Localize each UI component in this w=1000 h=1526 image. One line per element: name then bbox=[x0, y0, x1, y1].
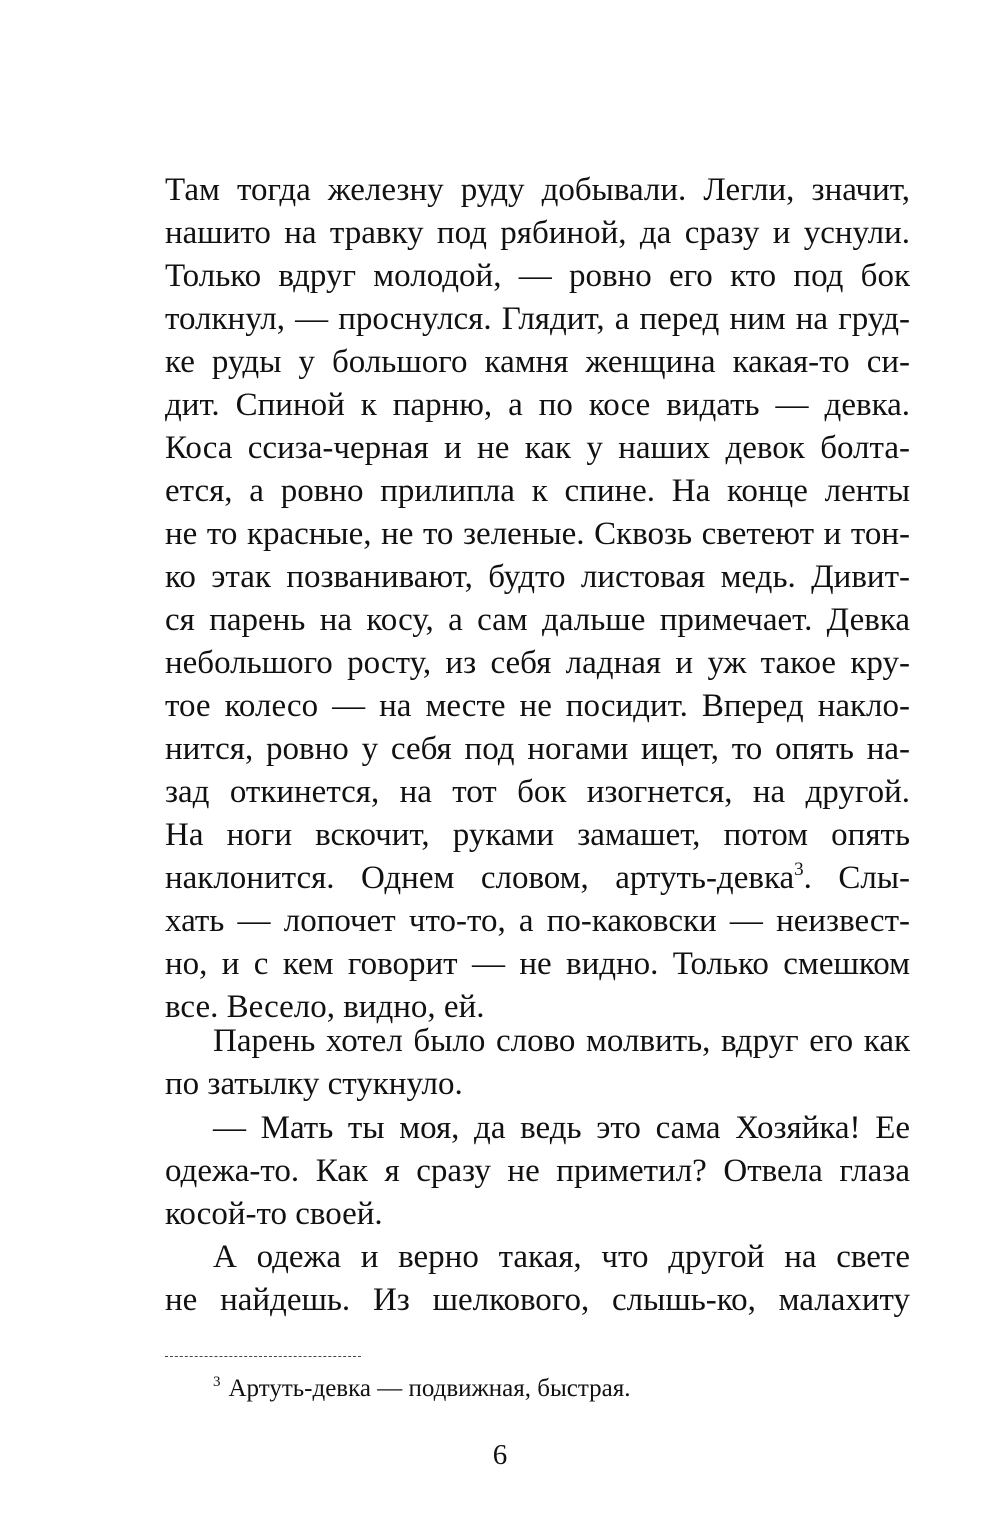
text-fragment: . Слы- bbox=[803, 860, 910, 896]
text-line: хать — лопочет что-то, а по-каковски — неизвест- bbox=[165, 903, 910, 939]
footnote-reference: 3 bbox=[794, 859, 804, 880]
text-line: нится, ровно у себя под ногами ищет, то опять на- bbox=[165, 731, 910, 767]
page-number: 6 bbox=[492, 1439, 508, 1471]
text-line: одежа-то. Как я сразу не приметил? Отвела глаза bbox=[165, 1153, 910, 1189]
text-fragment: наклонится. Однем словом, артуть-девка bbox=[165, 860, 795, 896]
text-line: На ноги вскочит, руками замашет, потом опять bbox=[165, 817, 910, 853]
footnote-text: Артуть-девка — подвижная, быстрая. bbox=[228, 1375, 631, 1402]
text-line: не найдешь. Из шелкового, слышь-ко, малахиту bbox=[165, 1282, 910, 1318]
text-line: ко этак позванивают, будто листовая медь. Дивит- bbox=[165, 559, 910, 595]
text-line: небольшого росту, из себя ладная и уж такое кру- bbox=[165, 645, 910, 681]
text-line: Коса ссиза-черная и не как у наших девок болта- bbox=[165, 430, 910, 466]
text-line: зад откинется, на тот бок изогнется, на другой. bbox=[165, 774, 910, 810]
text-line: все. Весело, видно, ей. bbox=[165, 989, 485, 1025]
text-line: косой-то своей. bbox=[165, 1196, 383, 1232]
text-line: толкнул, — проснулся. Глядит, а перед ним на груд- bbox=[165, 301, 910, 337]
text-line: ке руды у большого камня женщина какая-то си- bbox=[165, 344, 910, 380]
paragraph-first-line: Парень хотел было слово молвить, вдруг его как bbox=[213, 1023, 910, 1059]
footnote bbox=[213, 1372, 630, 1406]
text-line: по затылку стукнуло. bbox=[165, 1066, 463, 1102]
paragraph-first-line: А одежа и верно такая, что другой на свете bbox=[213, 1239, 910, 1275]
footnote-marker: 3 bbox=[213, 1374, 221, 1390]
text-line-with-footnote bbox=[165, 858, 910, 898]
text-line: не то красные, не то зеленые. Сквозь светеют и тон- bbox=[165, 516, 910, 552]
text-line: но, и с кем говорит — не видно. Только смешком bbox=[165, 946, 910, 982]
text-line: дит. Спиной к парню, а по косе видать — девка. bbox=[165, 387, 910, 423]
text-line: тое колесо — на месте не посидит. Вперед накло- bbox=[165, 688, 910, 724]
text-line: Только вдруг молодой, — ровно его кто под бок bbox=[165, 258, 910, 294]
dialogue-first-line: — Мать ты моя, да ведь это сама Хозяйка! Ее bbox=[213, 1110, 910, 1146]
text-line: ся парень на косу, а сам дальше примечает. Девка bbox=[165, 602, 910, 638]
text-line: нашито на травку под рябиной, да сразу и уснули. bbox=[165, 215, 910, 251]
text-line: Там тогда железну руду добывали. Легли, значит, bbox=[165, 172, 910, 208]
footnote-separator bbox=[165, 1356, 361, 1357]
text-line: ется, а ровно прилипла к спине. На конце ленты bbox=[165, 473, 910, 509]
